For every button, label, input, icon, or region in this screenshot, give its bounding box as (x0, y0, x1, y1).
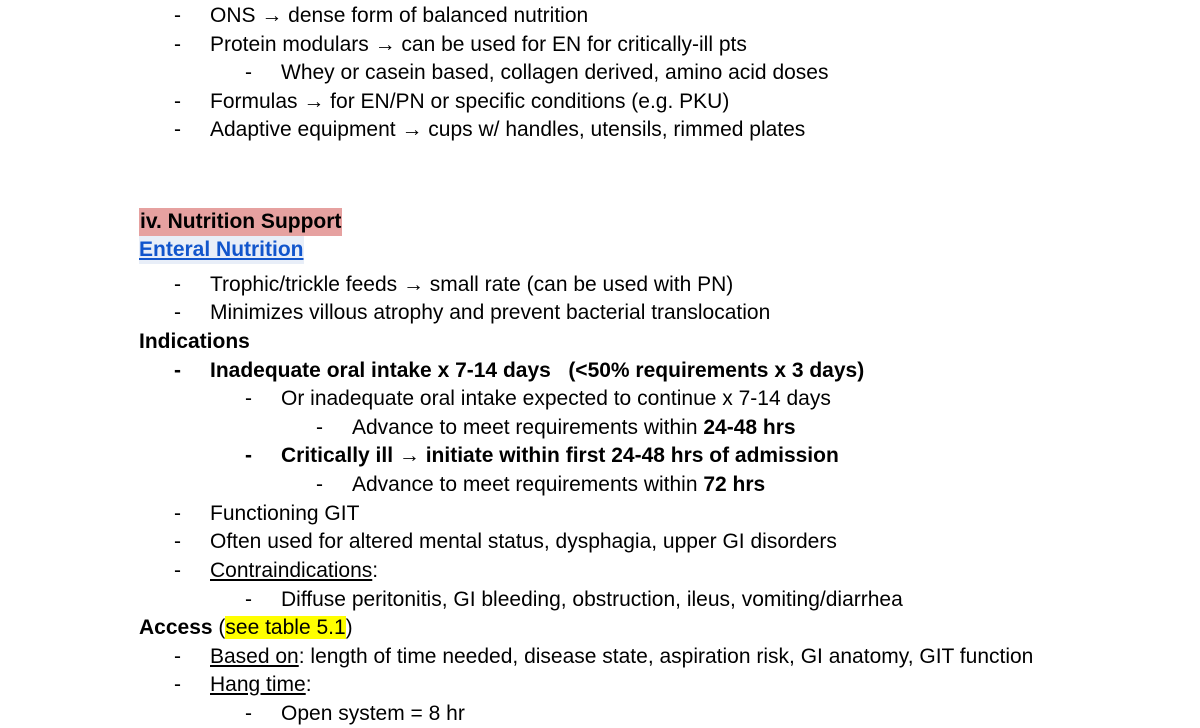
dash-marker: - (174, 359, 181, 382)
contraindications-label: Contraindications (210, 559, 373, 582)
access-open-paren: ( (212, 616, 226, 639)
bullet-text: Functioning GIT (210, 502, 360, 525)
dash-marker: - (245, 444, 252, 467)
bullet-text (210, 671, 312, 699)
contraindications-colon: : (372, 559, 379, 582)
bullet-text (210, 557, 378, 585)
access-close-paren: ) (345, 616, 353, 639)
bullet-text: Open system = 8 hr (281, 702, 465, 725)
bullet-text (352, 471, 765, 499)
dash-marker: - (174, 4, 181, 27)
hang-time-colon: : (305, 673, 312, 696)
enteral-nutrition-link[interactable]: Enteral Nutrition (139, 236, 304, 264)
advance-duration: 72 hrs (703, 473, 766, 496)
bullet-text: Whey or casein based, collagen derived, amino acid doses (281, 61, 829, 84)
dash-marker: - (316, 416, 323, 439)
bullet-text: Minimizes villous atrophy and prevent bacterial translocation (210, 301, 771, 324)
bullet-text: Often used for altered mental status, dysphagia, upper GI disorders (210, 530, 837, 553)
dash-marker: - (174, 502, 181, 525)
bullet-text: Inadequate oral intake x 7-14 days (<50% requirements x 3 days) (210, 359, 865, 382)
dash-marker: - (245, 588, 252, 611)
advance-prefix: Advance to meet requirements within (352, 416, 704, 439)
access-heading (139, 614, 353, 642)
based-on-rest: : length of time needed, disease state, aspiration risk, GI anatomy, GIT function (298, 645, 1034, 668)
bullet-text: Trophic/trickle feeds → small rate (can be used with PN) (210, 273, 734, 296)
indications-heading: Indications (139, 330, 250, 353)
dash-marker: - (174, 33, 181, 56)
table-reference: see table 5.1 (225, 616, 346, 639)
dash-marker: - (174, 559, 181, 582)
dash-marker: - (245, 61, 252, 84)
bullet-text (210, 643, 1033, 671)
bullet-text: Or inadequate oral intake expected to continue x 7-14 days (281, 387, 831, 410)
bullet-text: Adaptive equipment → cups w/ handles, utensils, rimmed plates (210, 118, 806, 141)
bullet-text: Critically ill → initiate within first 24-48 hrs of admission (281, 444, 839, 467)
dash-marker: - (245, 387, 252, 410)
dash-marker: - (174, 530, 181, 553)
dash-marker: - (174, 90, 181, 113)
dash-marker: - (316, 473, 323, 496)
dash-marker: - (174, 273, 181, 296)
based-on-label: Based on (210, 645, 299, 668)
advance-duration: 24-48 hrs (703, 416, 796, 439)
bullet-text: Protein modulars → can be used for EN for critically-ill pts (210, 33, 747, 56)
section-heading: iv. Nutrition Support (139, 208, 342, 236)
dash-marker: - (174, 301, 181, 324)
dash-marker: - (174, 118, 181, 141)
advance-prefix: Advance to meet requirements within (352, 473, 704, 496)
dash-marker: - (174, 645, 181, 668)
bullet-text: ONS → dense form of balanced nutrition (210, 4, 589, 27)
bullet-text (352, 414, 796, 442)
access-label: Access (139, 616, 213, 639)
hang-time-label: Hang time (210, 673, 306, 696)
bullet-text: Formulas → for EN/PN or specific conditions (e.g. PKU) (210, 90, 730, 113)
bullet-text: Diffuse peritonitis, GI bleeding, obstruction, ileus, vomiting/diarrhea (281, 588, 903, 611)
dash-marker: - (245, 702, 252, 725)
dash-marker: - (174, 673, 181, 696)
